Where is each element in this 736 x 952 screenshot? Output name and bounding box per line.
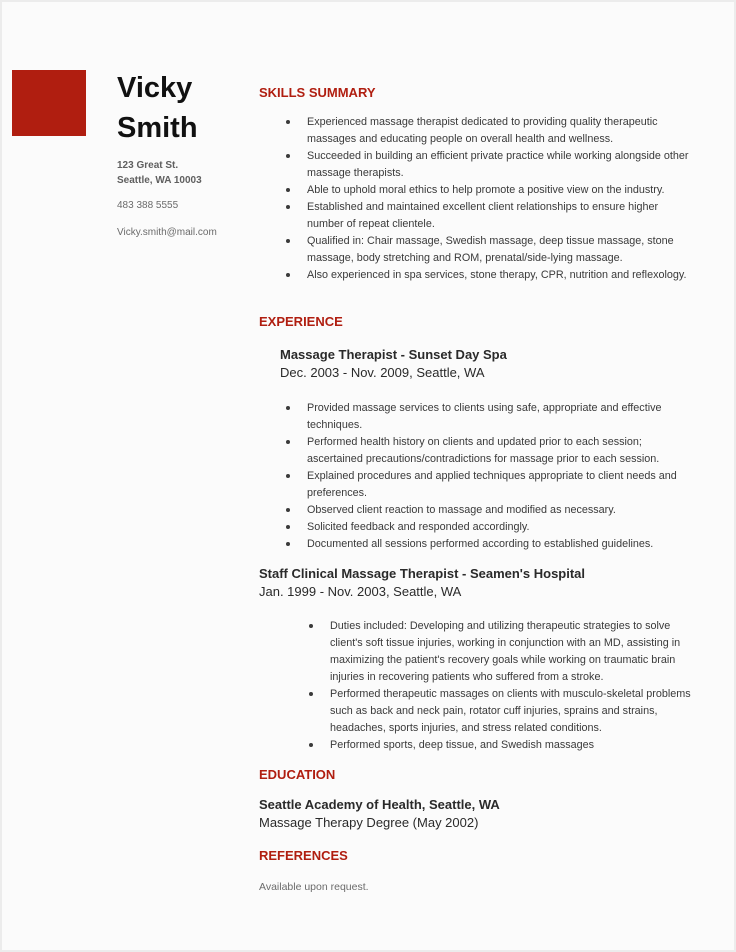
resume-page (2, 2, 734, 950)
phone-number: 483 388 5555 (117, 200, 179, 211)
education-heading: EDUCATION (259, 767, 336, 782)
list-item: Observed client reaction to massage and modified as necessary. (283, 502, 693, 519)
list-item: Performed health history on clients and updated prior to each session; ascertained precautions/contradictions for massage prior to each session. (283, 434, 693, 468)
job-title: Massage Therapist - Sunset Day Spa (280, 347, 507, 362)
references-text: Available upon request. (259, 881, 369, 893)
job-dates: Dec. 2003 - Nov. 2009, Seattle, WA (280, 365, 485, 380)
list-item: Established and maintained excellent client relationships to ensure higher number of repeat clientele. (283, 199, 693, 233)
address-line-1: 123 Great St. (117, 160, 179, 171)
job-duties-list (306, 618, 696, 754)
experience-heading: EXPERIENCE (259, 314, 343, 329)
job-title: Staff Clinical Massage Therapist - Seamen's Hospital (259, 566, 586, 581)
job-dates: Jan. 1999 - Nov. 2003, Seattle, WA (259, 584, 462, 599)
list-item: Experienced massage therapist dedicated to providing quality therapeutic massages and educating people on overall health and wellness. (283, 114, 693, 148)
last-name: Smith (117, 112, 198, 144)
email-address: Vicky.smith@mail.com (117, 227, 217, 238)
address-line-2: Seattle, WA 10003 (117, 175, 202, 186)
accent-block (12, 70, 86, 136)
list-item: Performed sports, deep tissue, and Swedish massages (306, 737, 696, 754)
list-item: Provided massage services to clients using safe, appropriate and effective techniques. (283, 400, 693, 434)
school-name: Seattle Academy of Health, Seattle, WA (259, 797, 500, 812)
candidate-name (117, 68, 247, 148)
list-item: Duties included: Developing and utilizing therapeutic strategies to solve client's soft tissue injuries, working in conjunction with an MD, assisting in maximizing the patient's recovery goals while working on traumatic brain injuries in recovering patients who suffered from a stroke. (306, 618, 696, 686)
degree: Massage Therapy Degree (May 2002) (259, 815, 479, 830)
list-item: Able to uphold moral ethics to help promote a positive view on the industry. (283, 182, 693, 199)
skills-heading: SKILLS SUMMARY (259, 85, 376, 100)
skills-list (283, 114, 693, 284)
list-item: Documented all sessions performed according to established guidelines. (283, 536, 693, 553)
list-item: Explained procedures and applied techniques appropriate to client needs and preferences. (283, 468, 693, 502)
address (117, 158, 247, 188)
first-name: Vicky (117, 72, 193, 104)
list-item: Solicited feedback and responded accordingly. (283, 519, 693, 536)
list-item: Also experienced in spa services, stone therapy, CPR, nutrition and reflexology. (283, 267, 693, 284)
job-duties-list (283, 400, 693, 553)
references-heading: REFERENCES (259, 848, 348, 863)
list-item: Succeeded in building an efficient private practice while working alongside other massage therapists. (283, 148, 693, 182)
list-item: Performed therapeutic massages on clients with musculo-skeletal problems such as back and neck pain, rotator cuff injuries, sprains and strains, headaches, sports injuries, and stress related conditions. (306, 686, 696, 737)
list-item: Qualified in: Chair massage, Swedish massage, deep tissue massage, stone massage, body stretching and ROM, prenatal/side-lying massage. (283, 233, 693, 267)
